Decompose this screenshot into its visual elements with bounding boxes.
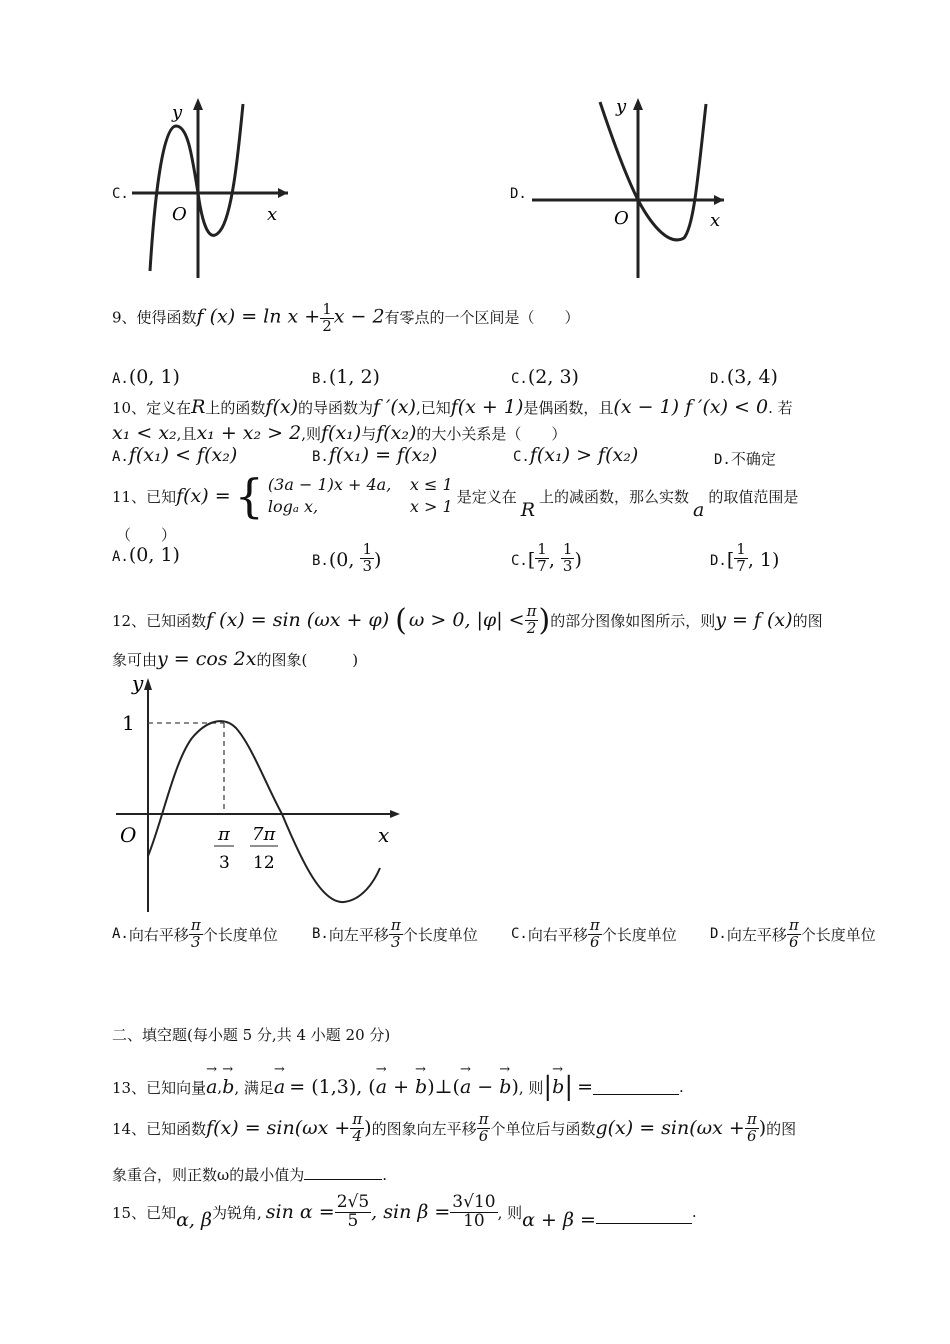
q13-sum: (→ a + → b): [368, 1076, 434, 1098]
q12-option-c-num: π: [589, 916, 600, 934]
q9-fraction: [320, 302, 334, 335]
q14-frac-g-num: π: [746, 1109, 757, 1128]
q10-text-f: . 若: [768, 399, 793, 417]
q9-option-d-letter: D.: [710, 371, 727, 387]
q12-option-d-tail: 个长度单位: [800, 925, 876, 944]
q12-option-d-frac: [787, 918, 801, 951]
q10-text-a: 10、定义在: [112, 399, 192, 417]
q11-case1-cond: x ≤ 1: [409, 475, 453, 494]
q11-option-a-value: (0, 1): [128, 544, 180, 566]
graph-c-y-arrow: [193, 98, 203, 110]
q13-answer-blank[interactable]: [593, 1080, 679, 1095]
q11-brace: {: [234, 469, 264, 523]
q11-case1: [268, 474, 453, 496]
q13-abs-left: |: [543, 1072, 553, 1102]
q11-option-b[interactable]: B. (0, $\frac{1}{3}$ ): [312, 540, 382, 575]
q12-option-b-text: 向左平移: [328, 925, 389, 944]
graph-d-x-label: x: [710, 210, 721, 231]
q10-fx1: f(x + 1): [450, 396, 524, 418]
q11-cases: [268, 474, 453, 518]
q11-mid: 是定义在: [456, 487, 517, 506]
q12-mid: 的部分图像如图所示，则: [550, 611, 716, 630]
q12-frac-den: 2: [525, 620, 539, 637]
q9-prefix: 9、使得函数: [112, 308, 197, 327]
q14-g: g(x) = sin(ωx +: [595, 1117, 745, 1139]
q13-comma: ,: [217, 1078, 223, 1096]
q15-then: , 则: [497, 1203, 523, 1222]
q9-option-c-value: (2, 3): [527, 366, 579, 388]
q12-option-d-text: 向左平移: [726, 925, 787, 944]
q10-fpx: f ′(x): [373, 396, 416, 418]
q10-option-d[interactable]: [714, 448, 776, 469]
graph-c-y-label: y: [172, 102, 183, 123]
q12-option-a-num: π: [190, 916, 201, 934]
q12-prefix: 12、已知函数: [112, 611, 207, 630]
q10-text-b: 上的函数: [205, 399, 266, 417]
q12-origin: O: [120, 823, 137, 847]
q12-tick2-den: 12: [253, 853, 275, 873]
q10-fa: f(x₁): [321, 422, 362, 444]
q12-option-b-tail: 个长度单位: [402, 925, 478, 944]
q10-R: R: [191, 396, 206, 418]
q14-frac-g: [745, 1109, 759, 1145]
q10-text-d: ,已知: [415, 399, 451, 417]
q10-text-j: 的大小关系是（ ）: [416, 425, 567, 443]
q11-option-a-letter: A.: [112, 549, 129, 565]
q11-prefix: 11、已知: [112, 487, 177, 506]
q10-option-b-value: f(x₁) = f(x₂): [328, 444, 438, 466]
q12-option-b-num: π: [390, 916, 401, 934]
q11-mid2: 上的减函数，那么实数: [539, 487, 690, 506]
q13-abs-right: |: [564, 1072, 574, 1102]
q13-end: .: [679, 1078, 684, 1096]
q13-suffix: , 则: [518, 1078, 544, 1097]
q12-one-label: 1: [122, 711, 135, 735]
q9-option-d[interactable]: [710, 366, 778, 388]
q10-text-h: ,则: [301, 425, 321, 443]
question-12-line1: [112, 598, 823, 642]
q15-frac-b-num: 3√10: [452, 1191, 496, 1212]
q11-option-b-letter: B.: [312, 552, 329, 569]
q12-option-b-den: 3: [389, 934, 403, 951]
q10-option-c-letter: C.: [513, 449, 530, 465]
q10-text-i: 与: [361, 425, 377, 443]
q11-case2-cond: x > 1: [409, 497, 453, 516]
q11-case2: [268, 496, 453, 518]
q12-y-arrow: [144, 678, 152, 690]
q10-option-b-letter: B.: [312, 449, 329, 465]
q12-tick2-num: 7π: [252, 824, 276, 845]
q13-perp: ⊥: [434, 1076, 453, 1098]
q12-suffix: 的图: [792, 611, 823, 630]
q9-func-lhs: f (x) = ln x +: [196, 305, 321, 328]
graph-c-x-arrow: [278, 188, 288, 198]
q11-suffix: 的取值范围是: [708, 487, 799, 506]
q14-prefix: 14、已知函数: [112, 1119, 207, 1138]
q12-option-a-den: 3: [189, 934, 203, 951]
q9-frac-den: 2: [322, 316, 332, 335]
q10-option-a-value: f(x₁) < f(x₂): [128, 444, 238, 466]
q11-option-c[interactable]: C. [ $\frac{1}{7}$ , $\frac{1}{3}$ ): [511, 540, 582, 575]
q13-abs-eq: =: [577, 1076, 594, 1098]
q15-answer-blank[interactable]: [596, 1209, 692, 1224]
q14-end: .: [382, 1166, 388, 1184]
q10-text-c: 的导函数为: [298, 399, 374, 417]
q15-sum: α + β =: [522, 1209, 596, 1231]
q13-mid: , 满足: [234, 1078, 274, 1097]
q12-option-c-tail: 个长度单位: [601, 925, 677, 944]
q15-mid: 为锐角,: [212, 1203, 262, 1222]
q11-answer-paren: （ ）: [116, 526, 177, 544]
q10-option-b[interactable]: [312, 444, 437, 466]
option-d-label: D.: [510, 186, 527, 202]
q10-cond2: x₁ < x₂: [112, 422, 177, 444]
q11-option-a[interactable]: [112, 544, 180, 566]
question-10-line1: [112, 396, 793, 418]
q15-prefix: 15、已知: [112, 1203, 177, 1222]
q14-suffix: 的图: [766, 1119, 797, 1138]
q9-suffix: 有零点的一个区间是（ ）: [384, 308, 580, 327]
q14-line2: 象重合，则正数ω的最小值为: [112, 1166, 305, 1184]
q15-sina: sin α =: [265, 1201, 335, 1223]
graph-d-y-arrow: [633, 98, 643, 110]
q12-rparen: ): [538, 602, 551, 638]
q15-sinb: , sin β =: [371, 1201, 451, 1223]
q9-option-b-value: (1, 2): [328, 366, 380, 388]
q14-mid2: 个单位后与函数: [490, 1119, 596, 1138]
q9-option-c-letter: C.: [511, 371, 528, 387]
q12-frac-num: π: [526, 601, 537, 620]
q13-vec-b: → b: [222, 1076, 234, 1098]
q11-option-d-letter: D.: [710, 552, 727, 569]
q12-x-label: x: [378, 823, 390, 847]
q11-option-d[interactable]: D. [ $\frac{1}{7}$ , 1): [710, 540, 780, 575]
q9-func-rhs: x − 2: [333, 305, 385, 328]
question-12-line2: [112, 648, 358, 670]
q12-tick1-num: π: [218, 824, 230, 845]
q12-lparen: (: [395, 602, 407, 638]
q13-eq: = (1,3),: [289, 1076, 363, 1098]
q12-option-c[interactable]: [511, 918, 677, 951]
q10-option-d-value: 不确定: [730, 450, 776, 468]
graph-d-x-arrow: [714, 195, 724, 205]
graph-d-y-label: y: [616, 96, 627, 117]
q12-option-c-text: 向右平移: [527, 925, 588, 944]
q12-cond: ω > 0, |φ| <: [408, 609, 525, 631]
q15-frac-b: [450, 1191, 497, 1231]
question-11: [112, 470, 798, 522]
q15-end: .: [691, 1203, 697, 1221]
q11-case1-expr: (3a − 1)x + 4a,: [267, 475, 392, 494]
q10-fb: f(x₂): [376, 422, 417, 444]
option-c-label: C.: [112, 186, 129, 202]
q14-frac-f: [350, 1109, 364, 1145]
q10-option-a[interactable]: [112, 444, 237, 466]
q10-cond: (x − 1) f ′(x) < 0: [613, 396, 769, 418]
q12-frac: [525, 601, 539, 637]
q12-ycos: y = cos 2x: [157, 648, 257, 670]
q10-fx: f(x): [265, 396, 298, 418]
q14-frac-shift-den: 6: [477, 1128, 491, 1145]
q11-a: a: [693, 499, 705, 521]
q13-vec-b-abs: → b: [552, 1076, 564, 1098]
q10-text-g: ,且: [176, 425, 197, 443]
q11-option-c-letter: C.: [511, 552, 528, 569]
q14-frac-g-den: 6: [745, 1128, 759, 1145]
q9-option-c[interactable]: [511, 366, 579, 388]
q12-y-label: y: [132, 672, 144, 695]
q15-frac-a-num: 2√5: [336, 1191, 370, 1212]
q12-option-a-letter: A.: [112, 926, 129, 943]
q12-option-d-num: π: [788, 916, 799, 934]
q9-option-a-letter: A.: [112, 371, 129, 387]
graph-d: [528, 96, 728, 282]
question-13: [112, 1072, 684, 1102]
q10-option-a-letter: A.: [112, 449, 129, 465]
q15-ab: α, β: [176, 1209, 212, 1231]
q14-frac-shift: [477, 1109, 491, 1145]
q9-option-b[interactable]: [312, 366, 380, 388]
q12-yf: y = f (x): [715, 609, 793, 631]
q13-prefix: 13、已知向量: [112, 1078, 207, 1097]
q12-option-a-tail: 个长度单位: [202, 925, 278, 944]
q14-mid: 的图象向左平移: [371, 1119, 477, 1138]
q12-line2-a: 象可由: [112, 651, 158, 669]
graph-c: [128, 96, 290, 282]
q12-option-c-frac: [588, 918, 602, 951]
q12-option-a-frac: [189, 918, 203, 951]
q12-line2-b: 的图象( ): [256, 651, 359, 669]
q12-option-b-frac: [389, 918, 403, 951]
q12-option-a-text: 向右平移: [128, 925, 189, 944]
q12-option-d[interactable]: [710, 918, 876, 951]
q11-R: R: [520, 499, 536, 521]
graph-c-x-label: x: [267, 204, 278, 225]
q15-frac-a: [335, 1191, 371, 1231]
q12-option-d-letter: D.: [710, 926, 727, 943]
section-2-title: 二、填空题(每小题 5 分,共 4 小题 20 分): [112, 1026, 391, 1044]
q15-frac-b-den: 10: [450, 1212, 497, 1231]
graph-d-origin: O: [614, 208, 629, 229]
q9-option-a-value: (0, 1): [128, 366, 180, 388]
q10-option-c[interactable]: [513, 444, 638, 466]
q13-vec-a: → a: [206, 1076, 217, 1098]
q12-option-c-letter: C.: [511, 926, 528, 943]
q12-graph: [112, 672, 402, 918]
q14-frac-f-num: π: [352, 1109, 363, 1128]
q14-answer-blank[interactable]: [304, 1165, 382, 1180]
question-15: [112, 1188, 697, 1236]
q11-case2-expr: logₐ x,: [267, 497, 319, 516]
q14-frac-shift-num: π: [478, 1109, 489, 1128]
q15-frac-a-den: 5: [335, 1212, 371, 1231]
q9-option-a[interactable]: [112, 366, 180, 388]
q10-option-d-letter: D.: [714, 452, 731, 468]
q10-text-e: 是偶函数，且: [523, 399, 614, 417]
q12-option-c-den: 6: [588, 934, 602, 951]
q12-func: f (x) = sin (ωx + φ): [206, 609, 390, 631]
q9-option-b-letter: B.: [312, 371, 329, 387]
q12-x-arrow: [390, 810, 400, 818]
question-9: [112, 302, 580, 335]
q13-vec-a2: → a: [274, 1076, 285, 1098]
q10-cond3: x₁ + x₂ > 2: [196, 422, 302, 444]
q9-frac-num: 1: [322, 300, 332, 318]
question-14-line1: 14、已知函数 f(x) = sin(ωx + $\frac{\pi}{4}$ ) 的图象向左平移 $\frac{\pi}{6}$ 个单位后与函数 g(x) = sin(ωx + $\frac{\pi}{6}$ ) 的图: [112, 1109, 797, 1145]
question-14-line2: [112, 1164, 387, 1185]
graph-c-origin: O: [172, 204, 187, 225]
question-10-line2: [112, 422, 566, 444]
q11-fx: f(x) =: [176, 485, 231, 507]
q12-sine-curve: [148, 721, 380, 902]
q12-option-b[interactable]: [312, 918, 478, 951]
q14-frac-f-den: 4: [350, 1128, 364, 1145]
q10-option-c-value: f(x₁) > f(x₂): [529, 444, 639, 466]
q12-option-b-letter: B.: [312, 926, 329, 943]
q14-f: f(x) = sin(ωx +: [206, 1117, 351, 1139]
q9-option-d-value: (3, 4): [726, 366, 778, 388]
q12-option-a[interactable]: [112, 918, 278, 951]
q12-tick1-den: 3: [219, 853, 230, 873]
q13-diff: (→ a − → b): [453, 1076, 519, 1098]
q12-option-d-den: 6: [787, 934, 801, 951]
